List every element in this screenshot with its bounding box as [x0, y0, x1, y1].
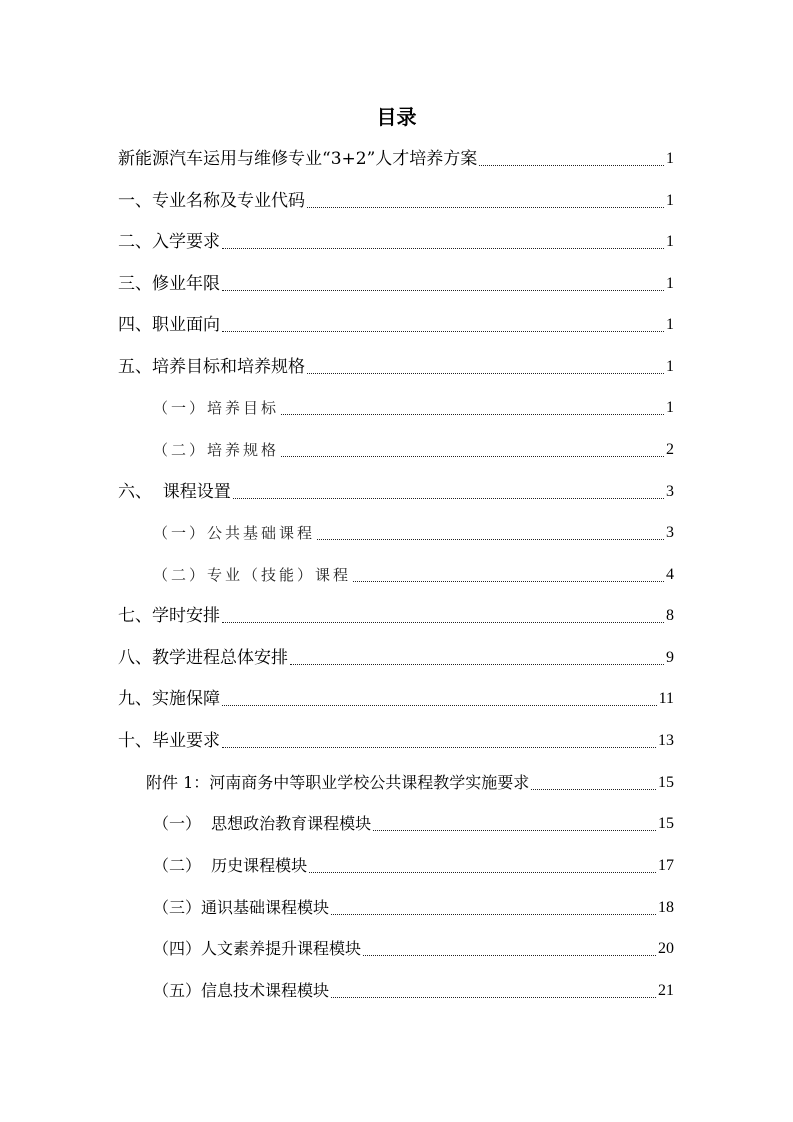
dot-leader — [307, 198, 664, 208]
toc-entry-page: 3 — [666, 524, 674, 541]
dot-leader — [222, 613, 664, 623]
toc-entry[interactable] — [153, 393, 674, 423]
dot-leader — [363, 946, 656, 956]
toc-entry[interactable] — [118, 310, 674, 340]
toc-entry[interactable] — [153, 893, 674, 923]
toc-entry-label: 六、 课程设置 — [118, 482, 231, 502]
toc-entry-label: （二）专业（技能）课程 — [153, 566, 352, 584]
toc-entry-label: （二） 历史课程模块 — [153, 856, 308, 875]
dot-leader — [353, 572, 664, 582]
toc-entry[interactable] — [153, 976, 674, 1006]
toc-entry-page: 1 — [666, 358, 674, 375]
dot-leader — [479, 156, 664, 166]
toc-entry[interactable] — [118, 601, 674, 631]
toc-entry-label: 九、实施保障 — [118, 689, 220, 709]
toc-entry[interactable] — [118, 726, 674, 756]
dot-leader — [317, 530, 664, 540]
toc-entry-page: 2 — [666, 441, 674, 458]
dot-leader — [309, 863, 656, 873]
toc-entry[interactable] — [153, 851, 674, 881]
dot-leader — [222, 239, 664, 249]
dot-leader — [290, 655, 664, 665]
toc-entry-label: （一）培养目标 — [153, 399, 280, 417]
dot-leader — [331, 905, 656, 915]
toc-entry-label: 七、学时安排 — [118, 606, 220, 626]
toc-entry[interactable] — [118, 186, 674, 216]
toc-entry-label: 新能源汽车运用与维修专业“3+2”人才培养方案 — [118, 149, 478, 169]
dot-leader — [281, 447, 664, 457]
toc-entry[interactable] — [118, 643, 674, 673]
toc-entry-page: 20 — [658, 940, 674, 957]
toc-entry-label: （五）信息技术课程模块 — [153, 981, 330, 1000]
dot-leader — [222, 696, 657, 706]
toc-entry-label: （二）培养规格 — [153, 441, 280, 459]
toc-entry-label: （一）公共基础课程 — [153, 524, 316, 542]
toc-entry-page: 15 — [658, 815, 674, 832]
toc-entry[interactable] — [153, 518, 674, 548]
toc-entry-label: （四）人文素养提升课程模块 — [153, 939, 362, 958]
toc-entry-page: 3 — [666, 483, 674, 500]
dot-leader — [307, 364, 664, 374]
toc-entry-label: （三）通识基础课程模块 — [153, 898, 330, 917]
dot-leader — [233, 489, 664, 499]
toc-entry-label: 四、职业面向 — [118, 315, 220, 335]
dot-leader — [222, 322, 664, 332]
toc-entry-label: 三、修业年限 — [118, 274, 220, 294]
toc-entry[interactable] — [118, 477, 674, 507]
toc-entry-page: 9 — [666, 649, 674, 666]
toc-entry[interactable] — [118, 684, 674, 714]
dot-leader — [373, 821, 656, 831]
dot-leader — [222, 738, 656, 748]
toc-entry[interactable] — [153, 809, 674, 839]
toc-entry-page: 1 — [666, 192, 674, 209]
dot-leader — [222, 281, 664, 291]
toc-entry[interactable] — [118, 144, 674, 174]
toc-entry-page: 15 — [658, 774, 674, 791]
toc-entry-page: 8 — [666, 607, 674, 624]
toc-entry[interactable] — [153, 934, 674, 964]
toc-entry[interactable] — [118, 352, 674, 382]
toc-entry-page: 18 — [658, 899, 674, 916]
toc-entry-page: 11 — [658, 690, 674, 707]
toc-entry-label: 八、教学进程总体安排 — [118, 648, 288, 668]
toc-entry[interactable] — [118, 227, 674, 257]
toc-entry[interactable] — [146, 768, 674, 798]
dot-leader — [281, 405, 664, 415]
dot-leader — [531, 780, 656, 790]
toc-entry-label: 十、毕业要求 — [118, 731, 220, 751]
toc-entry-page: 1 — [666, 150, 674, 167]
toc-entry-label: 二、入学要求 — [118, 232, 220, 252]
page-title: 目录 — [376, 105, 417, 129]
dot-leader — [331, 988, 656, 998]
toc-entry-page: 4 — [666, 566, 674, 583]
toc-entry-label: 附件 1：河南商务中等职业学校公共课程教学实施要求 — [146, 773, 530, 792]
toc-entry-page: 1 — [666, 275, 674, 292]
toc-entry-page: 21 — [658, 982, 674, 999]
toc-entry-page: 1 — [666, 316, 674, 333]
toc-entry-page: 1 — [666, 233, 674, 250]
toc-entry-page: 17 — [658, 857, 674, 874]
toc-entry[interactable] — [153, 435, 674, 465]
toc-entry-page: 1 — [666, 399, 674, 416]
toc-entry-label: （一） 思想政治教育课程模块 — [153, 814, 372, 833]
toc-entry-label: 一、专业名称及专业代码 — [118, 191, 305, 211]
toc-entry[interactable] — [118, 269, 674, 299]
toc-entry-label: 五、培养目标和培养规格 — [118, 357, 305, 377]
toc-entry[interactable] — [153, 560, 674, 590]
toc-entry-page: 13 — [658, 732, 674, 749]
